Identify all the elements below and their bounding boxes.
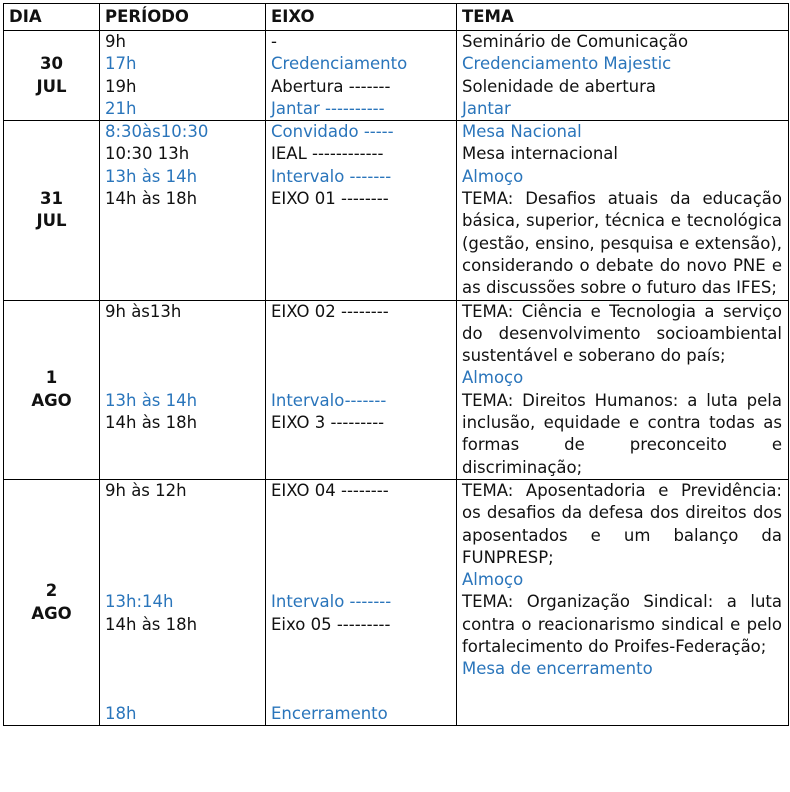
periodo-entry: 13h:14h [105, 592, 174, 612]
day-cell [4, 300, 100, 479]
day-month: JUL [36, 211, 67, 231]
eixo-entry: IEAL ------------ [271, 144, 384, 164]
day-month: JUL [36, 76, 67, 96]
tema-entry: Almoço [462, 368, 524, 388]
eixo-entry [271, 323, 450, 345]
header-eixo: EIXO [266, 4, 457, 31]
eixo-entry: EIXO 02 -------- [271, 301, 389, 321]
periodo-entry: 9h às13h [105, 301, 182, 321]
periodo-entry: 9h [105, 32, 126, 51]
eixo-entry: Jantar ---------- [271, 98, 385, 118]
periodo-entry [105, 345, 259, 367]
periodo-cell [100, 121, 266, 300]
tema-entry: Mesa internacional [462, 144, 618, 164]
eixo-cell [266, 479, 457, 725]
eixo-entry [271, 345, 450, 367]
eixo-entry [271, 502, 450, 524]
tema-entry: Jantar [462, 98, 511, 118]
periodo-entry: 21h [105, 98, 137, 118]
tema-entry: Almoço [462, 166, 524, 186]
periodo-entry: 14h às 18h [105, 614, 198, 634]
eixo-entry: EIXO 3 --------- [271, 413, 385, 433]
tema-cell [457, 300, 789, 479]
tema-cell [457, 31, 789, 121]
tema-entry: Mesa de encerramento [462, 659, 653, 679]
day-row [4, 300, 789, 479]
eixo-entry [271, 636, 450, 658]
eixo-cell [266, 31, 457, 121]
periodo-entry [105, 681, 259, 703]
tema-cell [457, 479, 789, 725]
day-number: 30 [40, 54, 63, 74]
tema-entry: TEMA: Organização Sindical: a luta contra o reacionarismo sindical e pelo fortalecimento do Proifes-Federação; [462, 592, 782, 657]
eixo-entry: Eixo 05 --------- [271, 614, 391, 634]
eixo-entry [271, 547, 450, 569]
day-number: 31 [40, 189, 63, 209]
periodo-entry: 13h às 14h [105, 390, 198, 410]
day-month: AGO [31, 390, 72, 410]
day-cell [4, 121, 100, 300]
periodo-entry: 13h às 14h [105, 166, 198, 186]
tema-entry: TEMA: Ciência e Tecnologia a serviço do desenvolvimento socioambiental sustentável e soberano do país; [462, 301, 782, 366]
periodo-entry [105, 547, 259, 569]
day-cell [4, 31, 100, 121]
periodo-entry: 18h [105, 703, 137, 723]
periodo-cell [100, 31, 266, 121]
eixo-entry: Credenciamento [271, 54, 408, 74]
periodo-entry [105, 525, 259, 547]
tema-entry: Credenciamento Majestic [462, 54, 672, 74]
header-dia: DIA [4, 4, 100, 31]
eixo-cell [266, 300, 457, 479]
periodo-entry [105, 636, 259, 658]
eixo-cell [266, 121, 457, 300]
day-row [4, 121, 789, 300]
periodo-entry [105, 569, 259, 591]
tema-entry: Almoço [462, 570, 524, 590]
tema-entry: TEMA: Aposentadoria e Previdência: os desafios da defesa dos direitos dos aposentados e um balanço da FUNPRESP; [462, 480, 782, 567]
eixo-entry [271, 525, 450, 547]
eixo-entry: EIXO 04 -------- [271, 480, 389, 500]
day-row [4, 479, 789, 725]
eixo-entry: Intervalo ------- [271, 592, 392, 612]
header-periodo: PERÍODO [100, 4, 266, 31]
day-number: 1 [45, 368, 58, 388]
periodo-cell [100, 300, 266, 479]
eixo-entry: Abertura ------- [271, 76, 391, 96]
eixo-entry: Encerramento [271, 703, 388, 723]
day-month: AGO [31, 603, 72, 623]
day-cell [4, 479, 100, 725]
schedule-body [4, 31, 789, 726]
periodo-entry: 17h [105, 54, 137, 74]
header-row [4, 4, 789, 31]
day-number: 2 [45, 581, 58, 601]
periodo-entry: 14h às 18h [105, 189, 198, 209]
eixo-entry [271, 569, 450, 591]
tema-cell [457, 121, 789, 300]
periodo-entry: 8:30às10:30 [105, 122, 209, 142]
periodo-cell [100, 479, 266, 725]
eixo-entry [271, 658, 450, 680]
periodo-entry [105, 367, 259, 389]
tema-entry: Seminário de Comunicação [462, 32, 689, 51]
eixo-entry: - [271, 32, 277, 51]
periodo-entry [105, 658, 259, 680]
tema-entry: Mesa Nacional [462, 122, 582, 142]
periodo-entry: 14h às 18h [105, 413, 198, 433]
periodo-entry: 19h [105, 76, 137, 96]
eixo-entry: Intervalo ------- [271, 166, 392, 186]
periodo-entry [105, 323, 259, 345]
tema-entry: TEMA: Direitos Humanos: a luta pela inclusão, equidade e contra todas as formas de preconceito e discriminação; [462, 390, 782, 477]
eixo-entry: Convidado ----- [271, 122, 394, 142]
header-tema: TEMA [457, 4, 789, 31]
periodo-entry [105, 502, 259, 524]
eixo-entry: Intervalo------- [271, 390, 387, 410]
periodo-entry: 10:30 13h [105, 144, 190, 164]
tema-entry: Solenidade de abertura [462, 76, 657, 96]
day-row [4, 31, 789, 121]
schedule-table [3, 3, 789, 726]
eixo-entry [271, 367, 450, 389]
eixo-entry [271, 681, 450, 703]
periodo-entry: 9h às 12h [105, 480, 187, 500]
eixo-entry: EIXO 01 -------- [271, 189, 389, 209]
tema-entry: TEMA: Desafios atuais da educação básica, superior, técnica e tecnológica (gestão, ensino, pesquisa e extensão), considerando o debate do novo PNE e as discussões sobre o futuro das IFES; [462, 189, 782, 298]
